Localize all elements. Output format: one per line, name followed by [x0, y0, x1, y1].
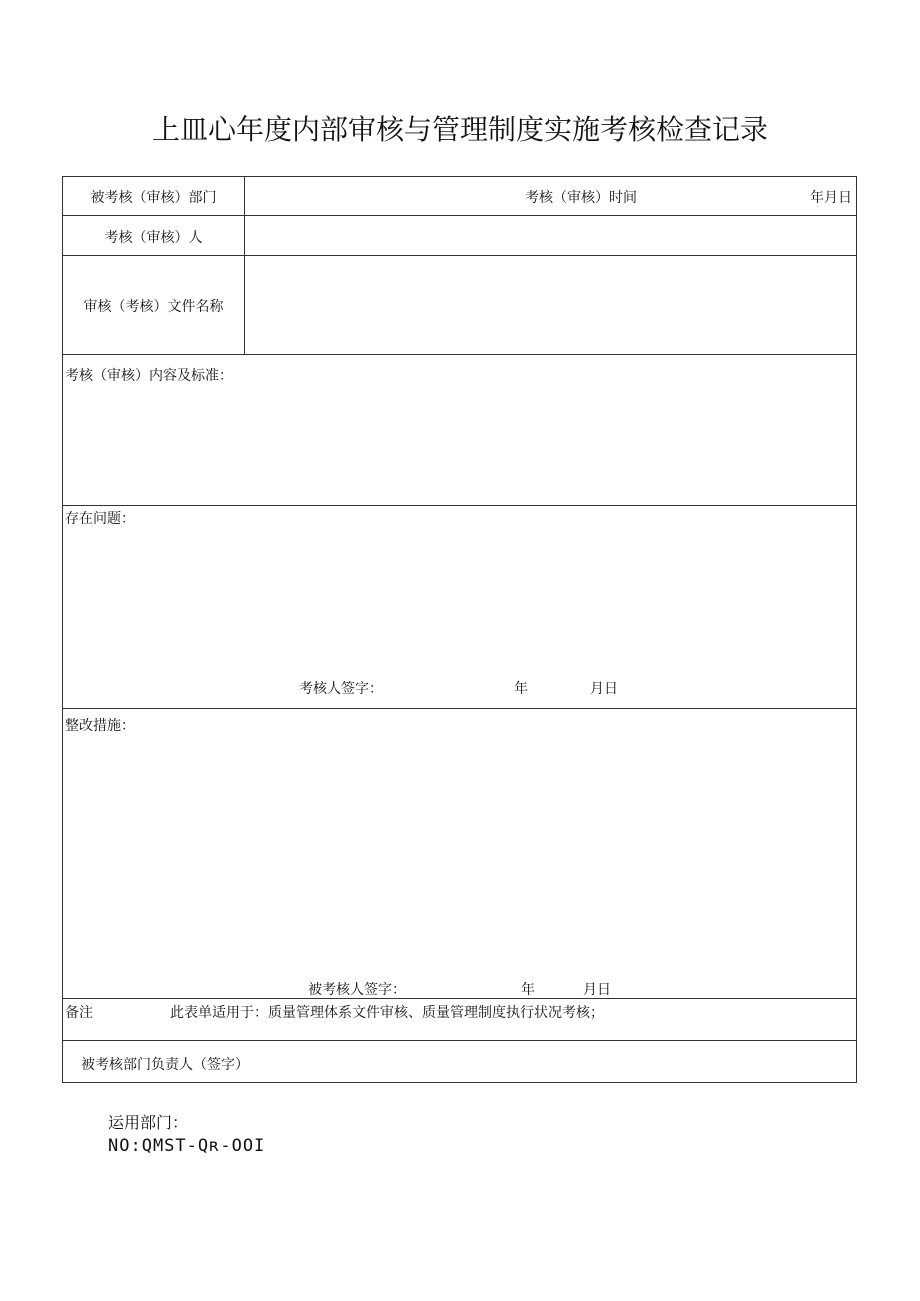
content-standards-field[interactable]	[63, 387, 856, 503]
audit-date-field[interactable]: 年月日	[810, 190, 852, 206]
corrective-measures-field[interactable]	[63, 737, 856, 972]
remarks-text: 此表单适用于：质量管理体系文件审核、质量管理制度执行状况考核；	[170, 1005, 604, 1021]
applicable-department-label: 运用部门：	[108, 1113, 189, 1132]
auditor-label: 考核（审核）人	[104, 230, 203, 246]
measures-year-label: 年	[521, 982, 535, 998]
auditor-signature-label: 考核人签字：	[299, 681, 383, 697]
department-head-signature-field[interactable]	[283, 1042, 856, 1082]
row-divider	[63, 505, 856, 506]
auditee-signature-label: 被考核人签字：	[308, 982, 406, 998]
audit-record-form	[62, 176, 857, 1083]
row-divider	[63, 998, 856, 999]
page-title: 上皿心年度内部审核与管理制度实施考核检查记录	[151, 113, 768, 146]
issues-year-label: 年	[514, 681, 528, 697]
remarks-label: 备注	[65, 1005, 93, 1021]
document-name-field[interactable]	[245, 256, 856, 353]
department-head-signature-label: 被考核部门负责人（签字）	[81, 1057, 249, 1073]
form-code: NO:QMST-Qʀ-OOI	[108, 1136, 266, 1156]
audit-time-label: 考核（审核）时间	[525, 190, 637, 206]
row-divider	[63, 354, 856, 355]
department-label: 被考核（审核）部门	[90, 190, 217, 206]
measures-month-day-label: 月日	[583, 982, 611, 998]
issues-field[interactable]	[63, 529, 856, 669]
document-name-label: 审核（考核）文件名称	[83, 299, 224, 315]
row-divider	[63, 1040, 856, 1041]
content-standards-label: 考核（审核）内容及标准：	[65, 368, 233, 384]
issues-label: 存在问题：	[65, 511, 135, 527]
row-divider	[63, 708, 856, 709]
corrective-measures-label: 整改措施：	[65, 718, 135, 734]
issues-month-day-label: 月日	[590, 681, 618, 697]
auditor-field[interactable]	[245, 216, 856, 254]
